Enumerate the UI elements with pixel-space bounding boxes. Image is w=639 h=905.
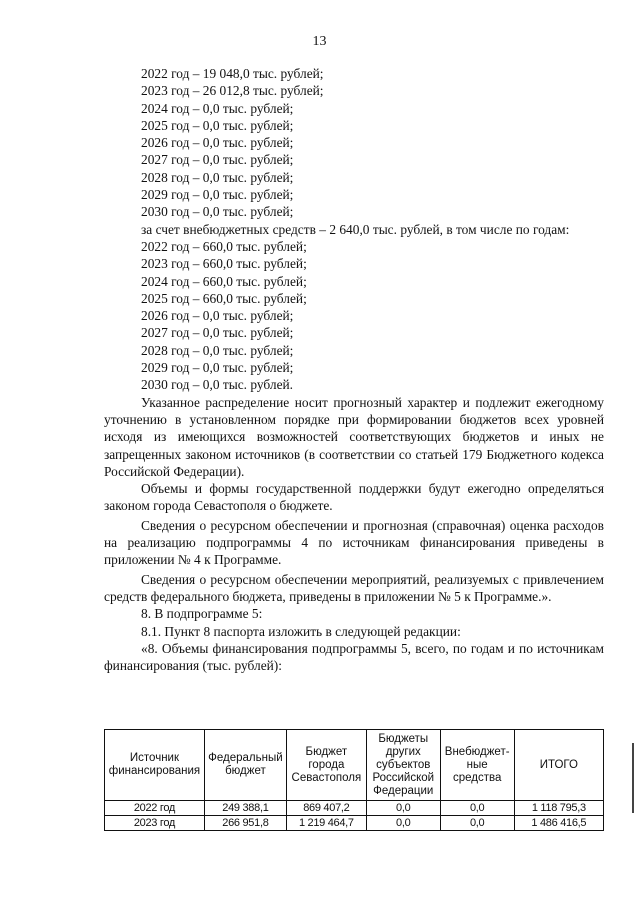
header-total: ИТОГО xyxy=(514,730,603,801)
header-offbudget: Внебюджет-ные средства xyxy=(440,730,514,801)
cell-offbudget: 0,0 xyxy=(440,816,514,831)
offbudget-line: 2024 год – 660,0 тыс. рублей; xyxy=(141,273,307,289)
item-8: 8. В подпрограмме 5: xyxy=(141,606,263,622)
document-body xyxy=(104,65,604,674)
table-row xyxy=(105,816,604,831)
quote-8: «8. Объемы финансирования подпрограммы 5, всего, по годам и по источникам финансирования (тыс. рублей): xyxy=(104,640,604,674)
budget-line: 2030 год – 0,0 тыс. рублей; xyxy=(141,204,294,220)
budget-line: 2024 год – 0,0 тыс. рублей; xyxy=(141,100,294,116)
cell-total: 1 118 795,3 xyxy=(514,801,603,816)
budget-line: 2028 год – 0,0 тыс. рублей; xyxy=(141,169,294,185)
cell-federal: 266 951,8 xyxy=(204,816,286,831)
offbudget-line: 2022 год – 660,0 тыс. рублей; xyxy=(141,238,307,254)
federal-paragraph: Сведения о ресурсном обеспечении мероприятий, реализуемых с привлечением средств федерального бюджета, приведены в приложении № 5 к Программе.». xyxy=(104,571,604,604)
cell-city-budget: 1 219 464,7 xyxy=(286,816,366,831)
offbudget-intro: за счет внебюджетных средств – 2 640,0 тыс. рублей, в том числе по годам: xyxy=(141,221,570,237)
resources-paragraph: Сведения о ресурсном обеспечении и прогнозная (справочная) оценка расходов на реализацию подпрограммы 4 по источникам финансирования приведены в приложении № 4 к Программе. xyxy=(104,517,604,568)
scan-edge-mark xyxy=(632,743,634,813)
cell-federal: 249 388,1 xyxy=(204,801,286,816)
budget-line: 2025 год – 0,0 тыс. рублей; xyxy=(141,117,294,133)
financing-table xyxy=(104,729,604,831)
offbudget-line: 2023 год – 660,0 тыс. рублей; xyxy=(141,256,307,272)
offbudget-line: 2026 год – 0,0 тыс. рублей; xyxy=(141,308,294,324)
budget-line: 2029 год – 0,0 тыс. рублей; xyxy=(141,187,294,203)
cell-total: 1 486 416,5 xyxy=(514,816,603,831)
budget-line: 2026 год – 0,0 тыс. рублей; xyxy=(141,135,294,151)
budget-line: 2027 год – 0,0 тыс. рублей; xyxy=(141,152,294,168)
budget-line: 2022 год – 19 048,0 тыс. рублей; xyxy=(141,66,324,81)
table-row xyxy=(105,801,604,816)
cell-offbudget: 0,0 xyxy=(440,801,514,816)
cell-year: 2022 год xyxy=(105,801,205,816)
header-other-subjects: Бюджеты других субъектов Российской Федерации xyxy=(366,730,440,801)
offbudget-line: 2030 год – 0,0 тыс. рублей. xyxy=(141,377,294,393)
offbudget-line: 2025 год – 660,0 тыс. рублей; xyxy=(141,290,307,306)
item-8-1: 8.1. Пункт 8 паспорта изложить в следующей редакции: xyxy=(141,623,461,639)
table-header-row xyxy=(105,730,604,801)
offbudget-line: 2029 год – 0,0 тыс. рублей; xyxy=(141,360,294,376)
cell-other-subjects: 0,0 xyxy=(366,816,440,831)
header-source: Источник финансирования xyxy=(105,730,205,801)
budget-line: 2023 год – 26 012,8 тыс. рублей; xyxy=(141,83,324,99)
offbudget-line: 2027 год – 0,0 тыс. рублей; xyxy=(141,325,294,341)
header-federal: Федеральный бюджет xyxy=(204,730,286,801)
header-city-budget: Бюджет города Севастополя xyxy=(286,730,366,801)
page-number: 13 xyxy=(312,34,327,49)
offbudget-line: 2028 год – 0,0 тыс. рублей; xyxy=(141,342,294,358)
cell-city-budget: 869 407,2 xyxy=(286,801,366,816)
volumes-paragraph: Объемы и формы государственной поддержки будут ежегодно определяться законом города Севастополя о бюджете. xyxy=(104,481,604,514)
cell-other-subjects: 0,0 xyxy=(366,801,440,816)
forecast-paragraph: Указанное распределение носит прогнозный характер и подлежит ежегодному уточнению в установленном порядке при формировании бюджетов всех уровней исходя из имеющихся возможностей соответствующих бюджетов и иных не запрещенных законом источников (в соответствии со статьей 179 Бюджетного кодекса Российской Федерации). xyxy=(104,394,604,479)
cell-year: 2023 год xyxy=(105,816,205,831)
